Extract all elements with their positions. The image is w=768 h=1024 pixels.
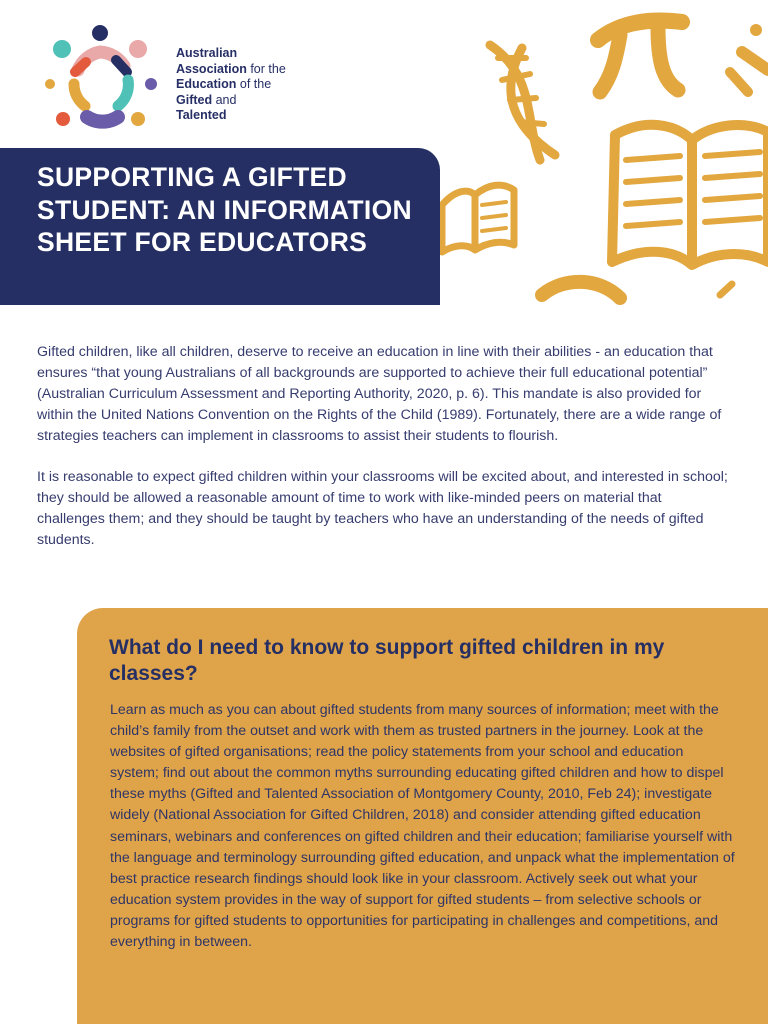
intro-section xyxy=(37,342,731,571)
org-name-line: Gifted and xyxy=(176,92,237,107)
dna-icon xyxy=(490,45,555,160)
callout-body: Learn as much as you can about gifted students from many sources of information; meet with the child’s family from the outset and work with them as trusted partners in the journey. Look at the websites of gifted organisations; read the policy statements from your school and education system; find out about the common myths surrounding educating gifted children and how to dispel these myths (Gifted and Talented Association of Montgomery County, 2010, Feb 24); investigate widely (National Association for Gifted Children, 2018) and consider attending gifted education seminars, webinars and conferences on gifted children and their education; familiarise yourself with the language and terminology surrounding gifted education, and unpack what the implementation of best practice research findings should look like in your classroom. Actively seek out what your education system provides in the way of support for gifted students – from selective schools or programs for gifted students to opportunities for participating in challenges and competitions, and everything in between. xyxy=(110,702,735,951)
title-banner xyxy=(0,148,440,305)
callout-heading: What do I need to know to support gifted children in my classes? xyxy=(109,636,665,685)
pi-icon xyxy=(598,21,682,92)
page-title: SUPPORTING A GIFTED STUDENT: AN INFORMATION SHEET FOR EDUCATORS xyxy=(37,162,412,257)
callout-section xyxy=(77,608,768,1024)
org-name-line: Talented xyxy=(176,108,227,122)
decorative-illustration xyxy=(430,0,768,305)
org-name-line: Australian xyxy=(176,46,238,60)
intro-paragraph: It is reasonable to expect gifted children within your classrooms will be excited about, and interested in school; they should be allowed a reasonable amount of time to work with like-minded peers on material that challenges them; and they should be taught by teachers who have an understanding of the needs of gifted students. xyxy=(37,469,728,548)
open-book-small-icon xyxy=(442,185,514,252)
org-name-line: Education of the xyxy=(176,77,272,91)
intro-paragraph: Gifted children, like all children, deserve to receive an education in line with their abilities - an education that ensures “that young Australians of all backgrounds are supported to achieve their full educational potential” (Australian Curriculum Assessment and Reporting Authority, 2020, p. 6). This mandate is also provided for within the United Nations Convention on the Rights of the Child (1989). Fortunately, there are a wide range of strategies teachers can implement in classrooms to assist their students to flourish. xyxy=(37,344,722,444)
org-name-line: Association for the xyxy=(176,61,286,76)
open-book-icon xyxy=(612,125,768,265)
aaegt-logo-icon xyxy=(40,22,165,147)
chemistry-icon xyxy=(730,24,768,92)
organisation-name xyxy=(176,46,286,124)
